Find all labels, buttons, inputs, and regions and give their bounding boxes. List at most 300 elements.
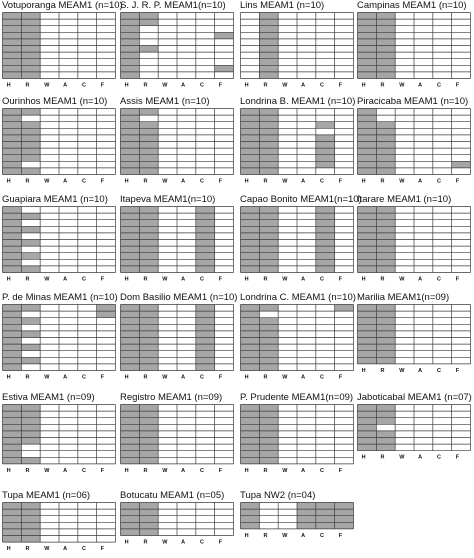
heatmap-cell-empty [59,19,78,26]
heatmap-cell-empty [78,357,97,364]
x-tick-label: R [380,454,385,461]
heatmap-cell-empty [215,207,234,214]
heatmap-cell-empty [297,26,316,33]
heatmap-cell-empty [97,32,116,39]
heatmap-cell-filled [3,405,22,412]
heatmap-cell-filled [358,59,377,66]
heatmap-cell-empty [395,135,414,142]
x-tick-label: H [124,539,129,546]
heatmap-cell-empty [278,305,297,312]
heatmap-cell-empty [376,115,395,122]
x-tick-label: F [100,374,105,381]
heatmap-cell-filled [259,405,278,412]
heatmap-cell-filled [121,122,140,129]
heatmap-cell-empty [177,168,196,175]
heatmap-cell-filled [139,331,158,338]
heatmap-cell-filled [196,213,215,220]
panel-grid [120,12,235,88]
heatmap-cell-filled [259,324,278,331]
heatmap-cell-empty [335,344,354,351]
heatmap-cell-filled [358,213,377,220]
heatmap-cell-empty [215,357,234,364]
x-tick-label: H [6,374,11,381]
heatmap-cell-empty [139,59,158,66]
heatmap-cell-empty [297,457,316,464]
heatmap-cell-empty [97,135,116,142]
heatmap-cell-empty [335,311,354,318]
heatmap-cell-empty [414,52,433,59]
heatmap-cell-empty [215,364,234,371]
heatmap-cell-empty [40,324,59,331]
heatmap-cell-empty [59,13,78,20]
heatmap-cell-empty [316,13,335,20]
heatmap-cell-filled [358,318,377,325]
heatmap-cell-empty [97,155,116,162]
heatmap-cell-filled [121,115,140,122]
heatmap-cell-empty [297,65,316,72]
heatmap-cell-filled [196,357,215,364]
heatmap-cell-empty [297,148,316,155]
heatmap-cell-filled [21,344,40,351]
heatmap-cell-empty [59,324,78,331]
heatmap-cell-empty [215,240,234,247]
heatmap-cell-filled [196,226,215,233]
heatmap-cell-filled [121,226,140,233]
heatmap-cell-filled [21,431,40,438]
heatmap-cell-empty [177,411,196,418]
heatmap-cell-empty [158,311,177,318]
heatmap-cell-empty [40,148,59,155]
heatmap-cell-filled [3,364,22,371]
heatmap-cell-filled [259,253,278,260]
heatmap-cell-filled [358,424,377,431]
heatmap-cell-empty [316,19,335,26]
heatmap-cell-empty [177,240,196,247]
x-tick-label: A [301,276,306,283]
heatmap-cell-empty [335,148,354,155]
panel-grid [357,108,472,184]
heatmap-cell-empty [433,266,452,273]
heatmap-cell-filled [376,128,395,135]
heatmap-cell-empty [215,72,234,79]
heatmap-cell-filled [3,155,22,162]
heatmap-cell-filled [316,207,335,214]
heatmap-cell-filled [121,305,140,312]
heatmap-cell-filled [376,266,395,273]
heatmap-cell-empty [452,318,471,325]
heatmap-cell-empty [414,213,433,220]
heatmap-cell-empty [414,13,433,20]
heatmap-cell-filled [121,155,140,162]
heatmap-cell-filled [139,109,158,116]
heatmap-cell-empty [59,148,78,155]
heatmap-cell-empty [395,444,414,451]
heatmap-cell-filled [376,46,395,53]
heatmap-cell-empty [335,128,354,135]
heatmap-cell-filled [358,72,377,79]
heatmap-cell-empty [316,32,335,39]
heatmap-cell-filled [21,213,40,220]
panel-grid [240,12,355,88]
heatmap-cell-empty [414,246,433,253]
heatmap-cell-empty [414,39,433,46]
heatmap-cell-empty [78,522,97,529]
heatmap-cell-empty [78,444,97,451]
heatmap-cell-filled [316,503,335,510]
heatmap-cell-empty [414,161,433,168]
heatmap-cell-empty [21,444,40,451]
heatmap-cell-filled [21,305,40,312]
heatmap-cell-empty [177,122,196,129]
heatmap-cell-empty [196,142,215,149]
x-tick-label: F [100,276,105,283]
panel-grid [357,304,472,373]
heatmap-cell-empty [40,246,59,253]
heatmap-cell-filled [3,46,22,53]
x-tick-label: A [63,546,68,553]
x-tick-label: R [143,178,148,185]
heatmap-cell-filled [3,338,22,345]
heatmap-cell-filled [241,207,260,214]
heatmap-cell-empty [335,357,354,364]
heatmap-cell-empty [78,168,97,175]
heatmap-cell-empty [414,233,433,240]
heatmap-cell-empty [215,122,234,129]
heatmap-cell-filled [3,128,22,135]
x-tick-label: R [263,276,268,283]
heatmap-cell-filled [241,161,260,168]
heatmap-cell-empty [395,233,414,240]
heatmap-cell-empty [78,13,97,20]
heatmap-cell-empty [59,115,78,122]
heatmap-cell-empty [433,444,452,451]
heatmap-cell-empty [433,240,452,247]
heatmap-cell-filled [121,259,140,266]
heatmap-cell-empty [395,405,414,412]
heatmap-cell-empty [97,357,116,364]
heatmap-cell-empty [215,220,234,227]
heatmap-cell-empty [297,311,316,318]
heatmap-cell-filled [139,357,158,364]
heatmap-cell-empty [452,39,471,46]
heatmap-cell-filled [358,431,377,438]
heatmap-cell-filled [316,135,335,142]
x-tick-label: C [199,374,204,381]
heatmap-cell-empty [452,431,471,438]
heatmap-cell-filled [358,148,377,155]
heatmap-cell-empty [335,213,354,220]
heatmap-cell-filled [259,207,278,214]
heatmap-cell-empty [196,424,215,431]
x-tick-label: H [244,532,249,539]
heatmap-cell-empty [97,431,116,438]
x-tick-label: W [44,178,50,185]
heatmap-cell-empty [59,253,78,260]
heatmap-cell-empty [452,357,471,364]
heatmap-cell-empty [297,318,316,325]
heatmap-cell-empty [78,418,97,425]
heatmap-cell-filled [3,213,22,220]
heatmap-cell-filled [297,516,316,523]
heatmap-cell-empty [78,233,97,240]
heatmap-cell-filled [376,19,395,26]
heatmap-cell-filled [376,259,395,266]
heatmap-cell-empty [97,405,116,412]
heatmap-cell-empty [59,357,78,364]
heatmap-cell-empty [177,457,196,464]
heatmap-cell-empty [452,213,471,220]
x-tick-label: W [44,546,50,553]
heatmap-cell-empty [395,109,414,116]
heatmap-cell-empty [316,311,335,318]
heatmap-cell-empty [59,331,78,338]
heatmap-cell-empty [433,438,452,445]
heatmap-cell-empty [158,240,177,247]
heatmap-cell-empty [97,364,116,371]
heatmap-cell-filled [259,364,278,371]
heatmap-cell-filled [121,457,140,464]
heatmap-cell-filled [376,431,395,438]
x-tick-label: F [218,467,223,474]
x-tick-label: F [100,546,105,553]
heatmap-cell-empty [297,226,316,233]
heatmap-cell-filled [376,122,395,129]
heatmap-cell-empty [433,72,452,79]
heatmap-cell-empty [316,351,335,358]
heatmap-cell-filled [259,331,278,338]
heatmap-cell-empty [278,233,297,240]
heatmap-cell-empty [177,161,196,168]
heatmap-cell-filled [3,331,22,338]
heatmap-cell-empty [158,503,177,510]
heatmap-cell-filled [358,351,377,358]
heatmap-cell-empty [158,357,177,364]
heatmap-cell-empty [196,529,215,536]
heatmap-cell-empty [316,115,335,122]
heatmap-cell-empty [433,311,452,318]
heatmap-cell-filled [358,405,377,412]
heatmap-cell-empty [414,351,433,358]
heatmap-cell-filled [376,305,395,312]
heatmap-cell-empty [177,39,196,46]
heatmap-cell-filled [259,72,278,79]
heatmap-cell-empty [278,128,297,135]
heatmap-cell-empty [278,122,297,129]
heatmap-cell-filled [241,318,260,325]
heatmap-cell-empty [97,220,116,227]
x-tick-label: A [301,467,306,474]
heatmap-cell-empty [297,451,316,458]
x-tick-label: W [399,276,405,283]
heatmap-cell-empty [97,516,116,523]
heatmap-cell-empty [158,207,177,214]
heatmap-cell-empty [433,424,452,431]
heatmap-cell-empty [297,46,316,53]
heatmap-cell-empty [78,72,97,79]
heatmap-cell-filled [21,509,40,516]
heatmap-cell-filled [3,19,22,26]
heatmap-cell-empty [21,351,40,358]
heatmap-cell-empty [335,331,354,338]
heatmap-cell-empty [259,311,278,318]
heatmap-cell-empty [278,338,297,345]
heatmap-cell-empty [297,444,316,451]
heatmap-cell-filled [139,457,158,464]
heatmap-cell-filled [3,109,22,116]
heatmap-cell-empty [196,503,215,510]
heatmap-cell-empty [395,438,414,445]
heatmap-cell-filled [21,168,40,175]
heatmap-cell-empty [78,438,97,445]
heatmap-cell-empty [297,240,316,247]
heatmap-cell-empty [452,13,471,20]
heatmap-cell-empty [177,357,196,364]
heatmap-cell-empty [97,522,116,529]
heatmap-cell-empty [59,168,78,175]
heatmap-cell-filled [358,39,377,46]
heatmap-cell-empty [452,26,471,33]
heatmap-cell-empty [78,142,97,149]
heatmap-cell-filled [358,207,377,214]
heatmap-cell-empty [177,207,196,214]
heatmap-cell-empty [78,220,97,227]
x-tick-label: C [199,467,204,474]
heatmap-cell-empty [278,142,297,149]
heatmap-cell-filled [316,213,335,220]
heatmap-cell-empty [335,438,354,445]
x-tick-label: C [319,178,324,185]
heatmap-cell-empty [59,142,78,149]
panel-title: Tupa NW2 (n=04) [240,490,316,501]
heatmap-cell-empty [78,318,97,325]
panel-title: Assis MEAM1 (n=10) [120,96,210,107]
x-tick-label: R [25,276,30,283]
heatmap-cell-filled [358,13,377,20]
heatmap-cell-empty [158,19,177,26]
heatmap-cell-empty [297,161,316,168]
heatmap-cell-empty [40,213,59,220]
heatmap-cell-empty [59,26,78,33]
heatmap-cell-filled [3,529,22,536]
heatmap-cell-empty [215,311,234,318]
x-tick-label: F [338,374,343,381]
heatmap-cell-empty [414,331,433,338]
heatmap-cell-filled [196,351,215,358]
heatmap-cell-empty [78,26,97,33]
heatmap-cell-empty [158,148,177,155]
heatmap-cell-empty [158,226,177,233]
heatmap-cell-filled [121,405,140,412]
heatmap-cell-filled [121,338,140,345]
x-tick-label: H [244,374,249,381]
heatmap-cell-filled [139,311,158,318]
heatmap-cell-empty [414,357,433,364]
heatmap-cell-empty [215,457,234,464]
heatmap-cell-empty [297,411,316,418]
heatmap-cell-empty [215,128,234,135]
heatmap-cell-empty [40,32,59,39]
heatmap-cell-filled [259,305,278,312]
heatmap-cell-empty [278,344,297,351]
heatmap-cell-filled [316,266,335,273]
heatmap-cell-empty [278,516,297,523]
heatmap-cell-filled [139,161,158,168]
heatmap-cell-empty [433,233,452,240]
heatmap-cell-empty [40,405,59,412]
heatmap-cell-empty [158,405,177,412]
heatmap-cell-filled [139,266,158,273]
heatmap-cell-filled [241,155,260,162]
heatmap-cell-filled [259,344,278,351]
heatmap-cell-filled [121,26,140,33]
heatmap-cell-empty [158,338,177,345]
heatmap-cell-empty [158,168,177,175]
heatmap-cell-filled [121,59,140,66]
heatmap-cell-filled [358,240,377,247]
heatmap-cell-empty [316,318,335,325]
panel-grid [240,502,355,538]
heatmap-cell-empty [335,39,354,46]
heatmap-cell-filled [139,220,158,227]
heatmap-cell-filled [139,318,158,325]
heatmap-cell-empty [78,109,97,116]
heatmap-cell-filled [358,444,377,451]
x-tick-label: A [301,178,306,185]
heatmap-cell-empty [316,72,335,79]
heatmap-cell-empty [452,59,471,66]
heatmap-cell-filled [3,161,22,168]
heatmap-cell-empty [433,65,452,72]
heatmap-cell-filled [241,331,260,338]
heatmap-cell-empty [177,529,196,536]
heatmap-cell-empty [414,311,433,318]
heatmap-cell-filled [121,233,140,240]
heatmap-cell-filled [316,142,335,149]
heatmap-cell-filled [3,39,22,46]
heatmap-cell-empty [316,418,335,425]
x-tick-label: W [282,276,288,283]
heatmap-cell-empty [196,46,215,53]
heatmap-cell-empty [177,318,196,325]
heatmap-cell-empty [177,72,196,79]
heatmap-cell-filled [196,318,215,325]
heatmap-cell-empty [241,59,260,66]
x-tick-label: R [25,374,30,381]
heatmap-cell-empty [433,52,452,59]
heatmap-cell-filled [139,438,158,445]
heatmap-cell-empty [297,259,316,266]
heatmap-cell-empty [177,522,196,529]
panel-grid [357,404,472,460]
heatmap-cell-empty [278,522,297,529]
heatmap-cell-filled [121,418,140,425]
heatmap-cell-empty [297,431,316,438]
heatmap-cell-empty [215,233,234,240]
heatmap-cell-empty [177,338,196,345]
heatmap-cell-empty [414,438,433,445]
heatmap-cell-empty [335,142,354,149]
heatmap-cell-filled [259,226,278,233]
heatmap-cell-empty [215,405,234,412]
heatmap-cell-empty [196,431,215,438]
heatmap-cell-filled [139,19,158,26]
heatmap-cell-empty [278,226,297,233]
heatmap-cell-empty [78,59,97,66]
heatmap-cell-filled [139,451,158,458]
x-tick-label: C [199,539,204,546]
panel-title: Itarare MEAM1 (n=10) [357,194,452,205]
x-tick-label: F [338,178,343,185]
